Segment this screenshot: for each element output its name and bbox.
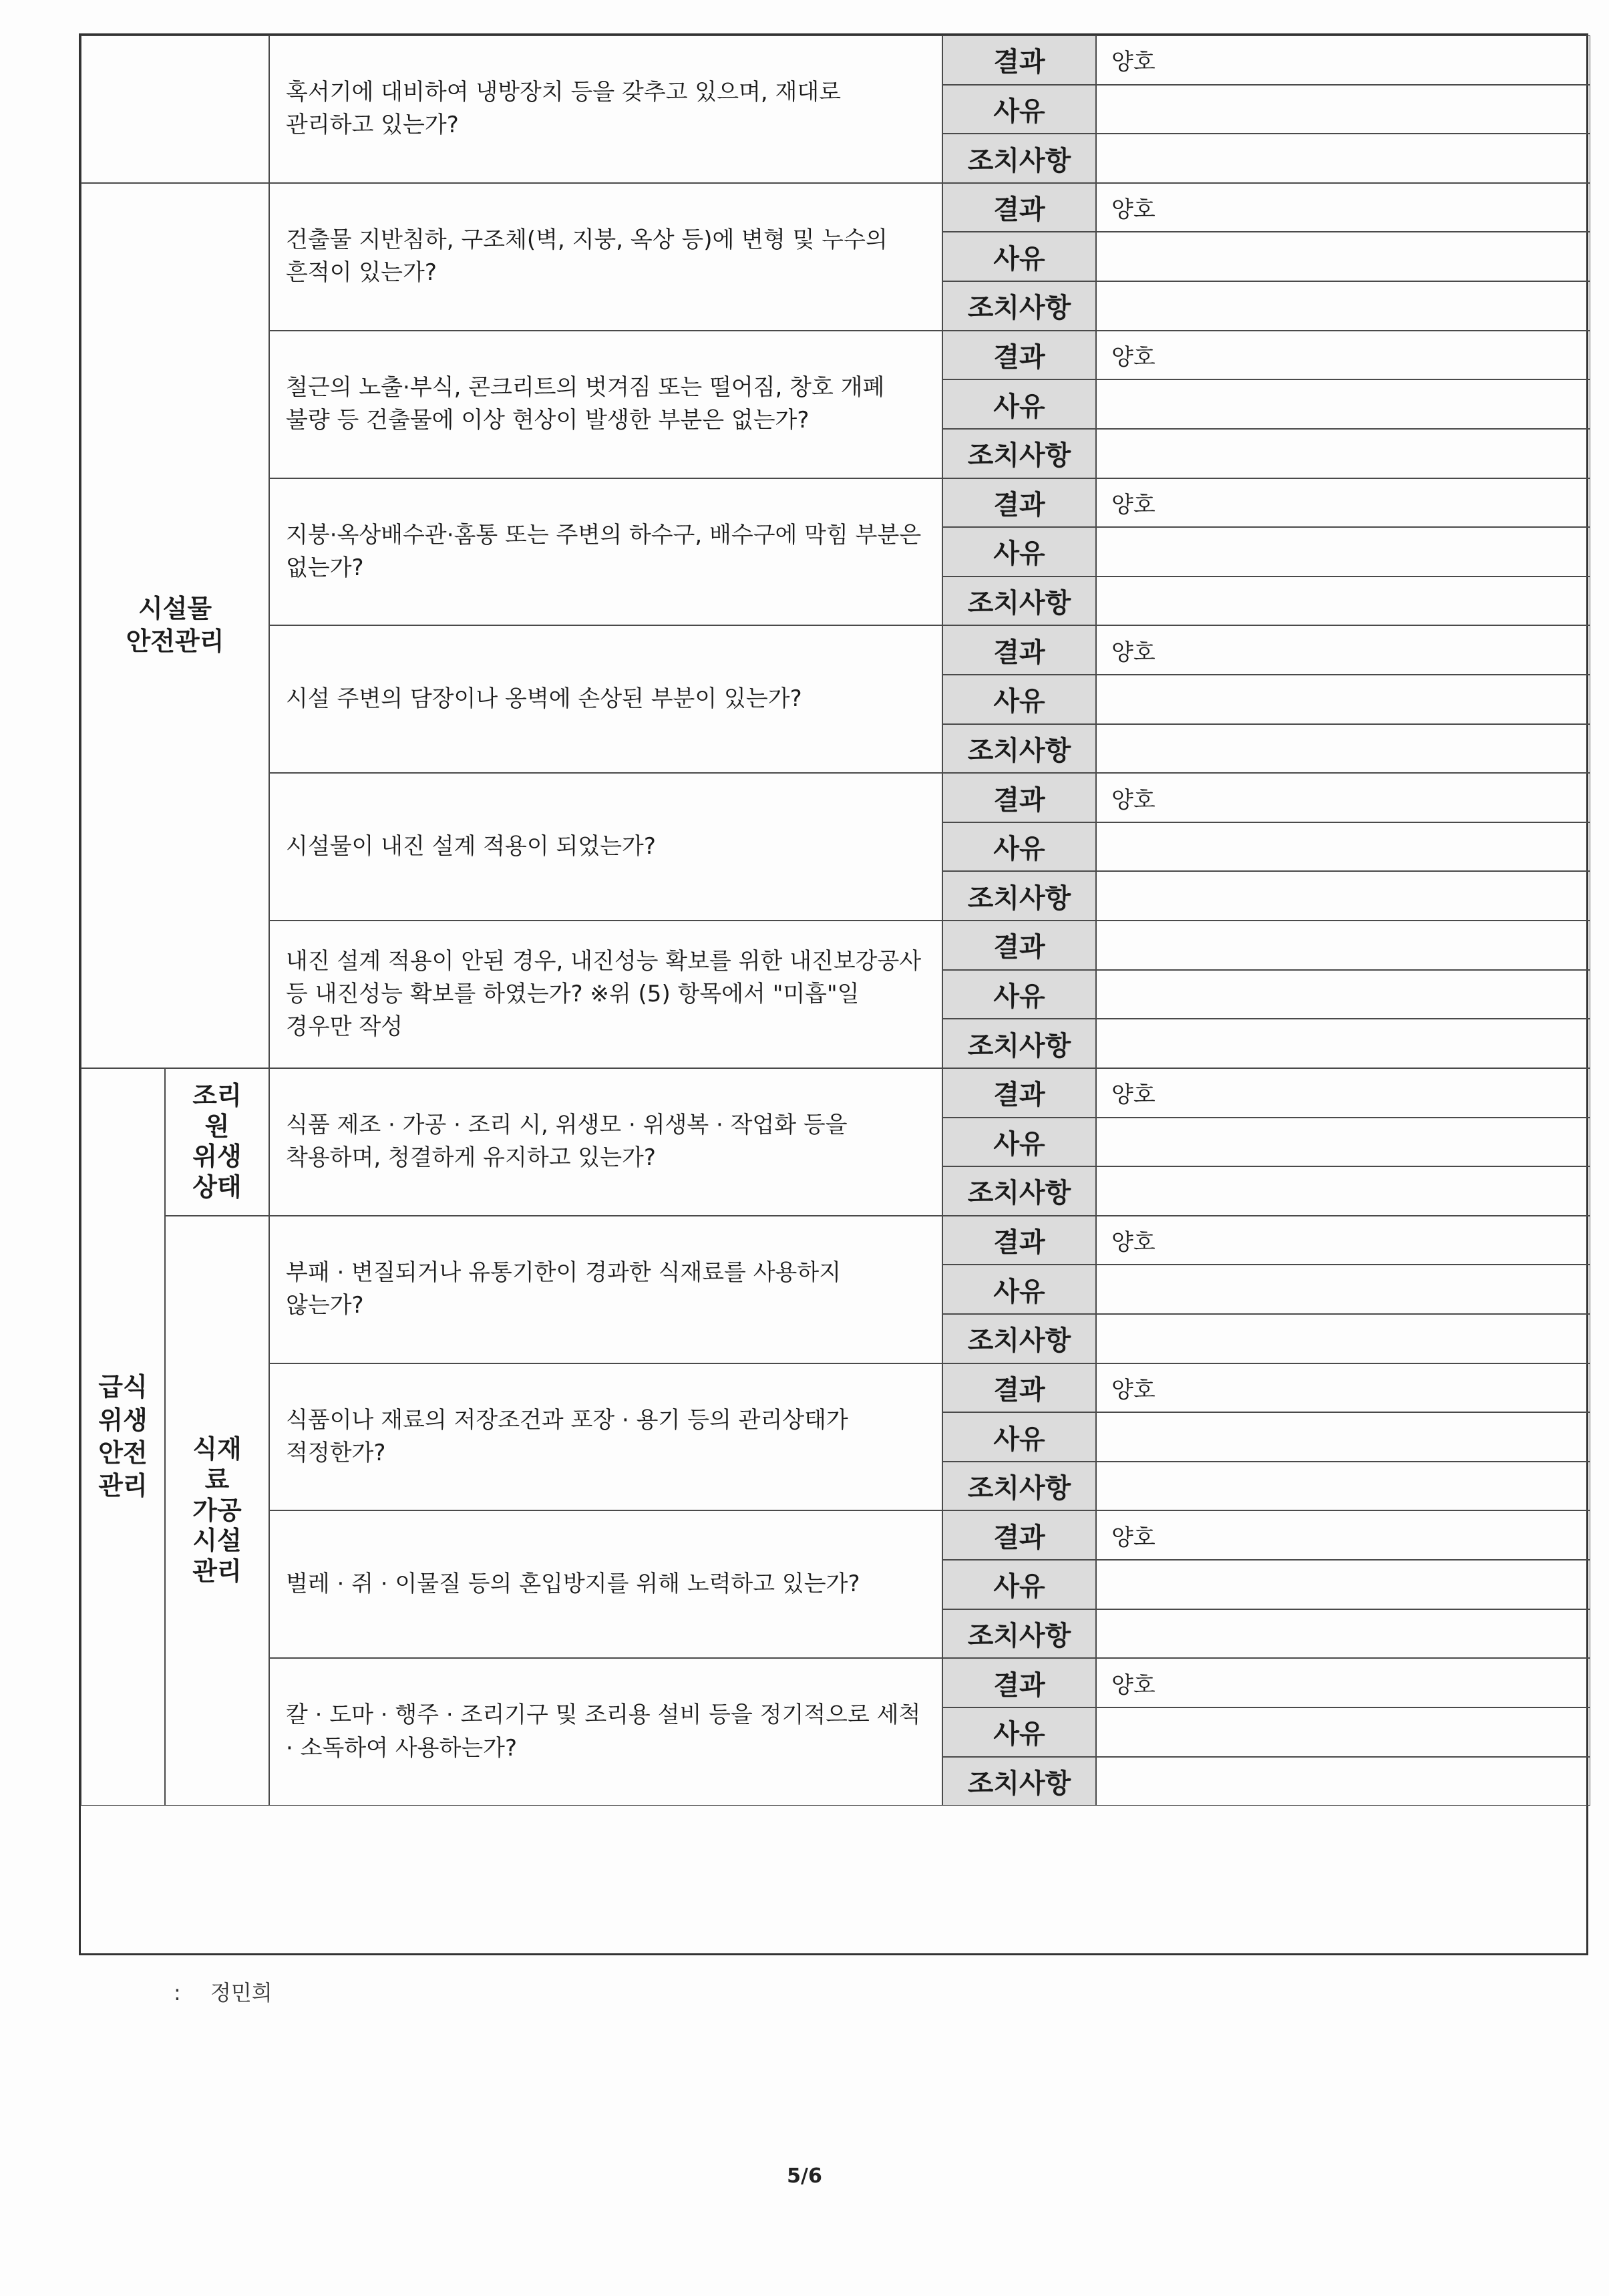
reason-value [1096,822,1590,872]
result-label: 결과 [942,35,1096,85]
action-value [1096,724,1590,774]
action-label: 조치사항 [942,429,1096,478]
result-value: 양호 [1096,478,1590,528]
question-text: 식품이나 재료의 저장조건과 포장 · 용기 등의 관리상태가 적정한가? [269,1363,942,1511]
action-label: 조치사항 [942,134,1096,183]
action-label: 조치사항 [942,1314,1096,1363]
reason-label: 사유 [942,1118,1096,1167]
result-value: 양호 [1096,1068,1590,1118]
reason-value [1096,970,1590,1019]
result-label: 결과 [942,1658,1096,1707]
action-value [1096,134,1590,183]
result-label: 결과 [942,1510,1096,1560]
reason-value [1096,85,1590,134]
action-value [1096,429,1590,478]
reason-label: 사유 [942,675,1096,724]
result-value: 양호 [1096,1363,1590,1413]
subcategory-label: 조리 원 위생 상태 [165,1068,269,1216]
reason-value [1096,1560,1590,1609]
action-value [1096,1462,1590,1511]
question-text: 부패 · 변질되거나 유통기한이 경과한 식재료를 사용하지 않는가? [269,1216,942,1363]
category-label: 시설물 안전관리 [81,183,269,1068]
result-label: 결과 [942,1216,1096,1265]
reason-label: 사유 [942,970,1096,1019]
action-value [1096,1757,1590,1806]
result-value: 양호 [1096,35,1590,85]
reason-label: 사유 [942,85,1096,134]
result-value: 양호 [1096,625,1590,675]
reason-label: 사유 [942,1560,1096,1609]
reason-label: 사유 [942,379,1096,429]
result-value [1096,921,1590,970]
action-label: 조치사항 [942,1757,1096,1806]
result-label: 결과 [942,1363,1096,1413]
subcategory-label: 식재 료 가공 시설 관리 [165,1216,269,1806]
reason-value [1096,1265,1590,1314]
reason-label: 사유 [942,1412,1096,1462]
result-value: 양호 [1096,1510,1590,1560]
action-label: 조치사항 [942,1462,1096,1511]
signer-name: 정민희 [210,1980,273,2005]
page-number: 5/6 [787,2164,822,2188]
signature-colon: : [174,1980,181,2005]
question-text: 혹서기에 대비하여 냉방장치 등을 갖추고 있으며, 재대로 관리하고 있는가? [269,35,942,183]
question-text: 벌레 · 쥐 · 이물질 등의 혼입방지를 위해 노력하고 있는가? [269,1510,942,1658]
result-label: 결과 [942,773,1096,822]
result-value: 양호 [1096,183,1590,232]
result-value: 양호 [1096,1216,1590,1265]
category-label: 급식 위생 안전 관리 [81,1068,165,1806]
reason-value [1096,1412,1590,1462]
question-text: 시설 주변의 담장이나 옹벽에 손상된 부분이 있는가? [269,625,942,773]
action-value [1096,871,1590,921]
question-text: 시설물이 내진 설계 적용이 되었는가? [269,773,942,921]
action-label: 조치사항 [942,1166,1096,1216]
action-value [1096,1314,1590,1363]
result-label: 결과 [942,1068,1096,1118]
reason-label: 사유 [942,232,1096,281]
signature-line [174,1976,273,2007]
reason-label: 사유 [942,527,1096,577]
action-value [1096,1166,1590,1216]
action-value [1096,281,1590,331]
action-value [1096,1609,1590,1659]
action-label: 조치사항 [942,871,1096,921]
action-label: 조치사항 [942,577,1096,626]
question-text: 철근의 노출·부식, 콘크리트의 벗겨짐 또는 떨어짐, 창호 개폐 불량 등 건출물에 이상 현상이 발생한 부분은 없는가? [269,331,942,478]
reason-value [1096,1707,1590,1757]
action-label: 조치사항 [942,724,1096,774]
result-label: 결과 [942,183,1096,232]
result-label: 결과 [942,478,1096,528]
reason-label: 사유 [942,822,1096,872]
question-text: 내진 설계 적용이 안된 경우, 내진성능 확보를 위한 내진보강공사 등 내진성능 확보를 하였는가? ※위 (5) 항목에서 "미흡"일 경우만 작성 [269,921,942,1068]
question-text: 지붕·옥상배수관·홈통 또는 주변의 하수구, 배수구에 막힘 부분은 없는가? [269,478,942,626]
result-value: 양호 [1096,1658,1590,1707]
category-label [81,35,269,183]
reason-value [1096,675,1590,724]
action-label: 조치사항 [942,1609,1096,1659]
reason-value [1096,1118,1590,1167]
reason-value [1096,379,1590,429]
action-label: 조치사항 [942,1019,1096,1068]
reason-label: 사유 [942,1707,1096,1757]
result-value: 양호 [1096,331,1590,380]
inspection-checklist-table [79,33,1588,1955]
result-label: 결과 [942,625,1096,675]
result-label: 결과 [942,921,1096,970]
reason-label: 사유 [942,1265,1096,1314]
action-label: 조치사항 [942,281,1096,331]
question-text: 건출물 지반침하, 구조체(벽, 지붕, 옥상 등)에 변형 및 누수의 흔적이 있는가? [269,183,942,331]
question-text: 칼 · 도마 · 행주 · 조리기구 및 조리용 설비 등을 정기적으로 세척 · 소독하여 사용하는가? [269,1658,942,1806]
result-label: 결과 [942,331,1096,380]
action-value [1096,577,1590,626]
action-value [1096,1019,1590,1068]
question-text: 식품 제조 · 가공 · 조리 시, 위생모 · 위생복 · 작업화 등을 착용하며, 청결하게 유지하고 있는가? [269,1068,942,1216]
reason-value [1096,527,1590,577]
reason-value [1096,232,1590,281]
result-value: 양호 [1096,773,1590,822]
